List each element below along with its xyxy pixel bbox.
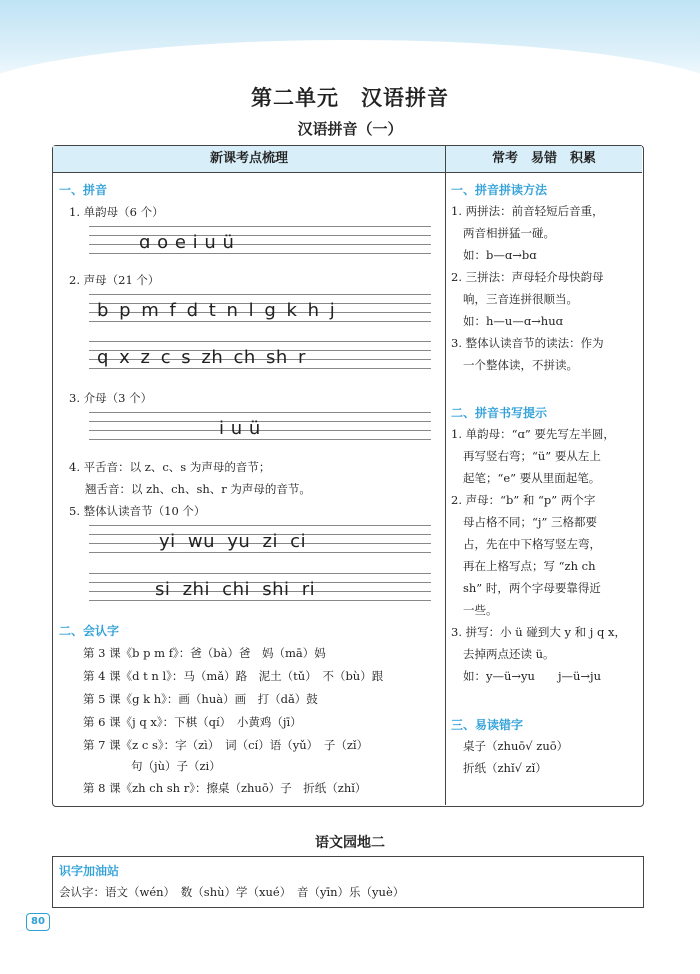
tip-three-part: 2. 三拼法：声母轻介母快韵母 响，三音连拼很顺当。 如：h—u—ɑ→huɑ (451, 270, 604, 328)
whole-syllables-row-1: yi wu yu zi ci (159, 531, 307, 552)
lesson-line: 句（jù）子（zi） (131, 759, 221, 773)
section-characters: 二、会认字 (59, 624, 120, 638)
unit-label: 第二单元 (251, 86, 339, 110)
garden-title: 语文园地二 (315, 835, 385, 851)
item-whole-syllables: 5. 整体认读音节（10 个） (69, 504, 206, 518)
garden-box (52, 856, 644, 908)
lesson-line: 第 8 课《zh ch sh r》：擦桌（zhuō）子 折纸（zhǐ） (83, 781, 367, 795)
page-number: 80 (26, 913, 50, 931)
garden-section: 识字加油站 (59, 864, 120, 878)
column-divider (445, 146, 446, 805)
lesson-title: 汉语拼音（一） (297, 120, 403, 138)
lesson-line: 第 6 课《j q x》：下棋（qí） 小黄鸡（jī） (83, 715, 302, 729)
tip-initial-writing: 2. 声母：“b” 和 “p” 两个字 母占格不同；“j” 三格都要 占，先在中下格写竖左弯， 再在上格写点；写 “zh ch sh” 时，两个字母要靠得近 一些。 (451, 493, 601, 617)
unit-name: 汉语拼音 (361, 86, 449, 110)
item-medials: 3. 介母（3 个） (69, 391, 153, 405)
item-flat-tongue: 4. 平舌音：以 z、c、s 为声母的音节； (69, 460, 271, 474)
item-initials: 2. 声母（21 个） (69, 273, 160, 287)
right-column-header: 常考 易错 积累 (446, 146, 642, 173)
lesson-line: 第 7 课《z c s》：字（zì） 词（cí）语（yǔ） 子（zǐ） (83, 738, 369, 752)
vowels-pinyin: ɑ o e i u ü (139, 232, 235, 253)
section-misread: 三、易读错字 (451, 718, 524, 732)
tip-vowel-writing: 1. 单韵母：“ɑ” 要先写左半圆， 再写竖右弯；“ü” 要从左上 起笔；“e” 要从里面起笔。 (451, 427, 615, 485)
tip-two-part: 1. 两拼法：前音轻短后音重， 两音相拼猛一碰。 如：b—ɑ→bɑ (451, 204, 604, 262)
section-pinyin: 一、拼音 (59, 183, 108, 197)
initials-row-1: b p m f d t n l g k h j (97, 300, 336, 321)
whole-syllables-row-2: si zhi chi shi ri (155, 579, 316, 600)
lesson-line: 第 3 课《b p m f》：爸（bà）爸 妈（mā）妈 (83, 646, 326, 660)
misread-item: 桌子（zhuō√ zuō） (463, 739, 569, 753)
garden-text: 会认字：语文（wén） 数（shù）学（xué） 音（yīn）乐（yuè） (59, 885, 405, 899)
medials-pinyin: i u ü (219, 418, 261, 439)
misread-item: 折纸（zhǐ√ zǐ） (463, 761, 547, 775)
initials-row-2: q x z c s zh ch sh r (97, 347, 306, 368)
tip-spelling: 3. 拼写：小 ü 碰到大 y 和 j q x， 去掉两点还读 ü。 如：y—ü→yu j—ü→ju (451, 625, 627, 683)
item-vowels: 1. 单韵母（6 个） (69, 205, 164, 219)
item-curled-tongue: 翘舌音：以 zh、ch、sh、r 为声母的音节。 (85, 482, 311, 496)
section-writing-tips: 二、拼音书写提示 (451, 406, 548, 420)
lesson-line: 第 4 课《d t n l》：马（mǎ）路 泥土（tǔ） 不（bù）跟 (83, 669, 384, 683)
left-column-header: 新课考点梳理 (53, 146, 445, 173)
header-banner (0, 0, 700, 92)
lesson-line: 第 5 课《g k h》：画（huà）画 打（dǎ）鼓 (83, 692, 318, 706)
main-table (52, 145, 644, 807)
unit-title (0, 82, 700, 112)
section-reading-methods: 一、拼音拼读方法 (451, 183, 548, 197)
tip-whole-reading: 3. 整体认读音节的读法：作为 一个整体读，不拼读。 (451, 336, 604, 372)
misread-list (463, 735, 568, 779)
